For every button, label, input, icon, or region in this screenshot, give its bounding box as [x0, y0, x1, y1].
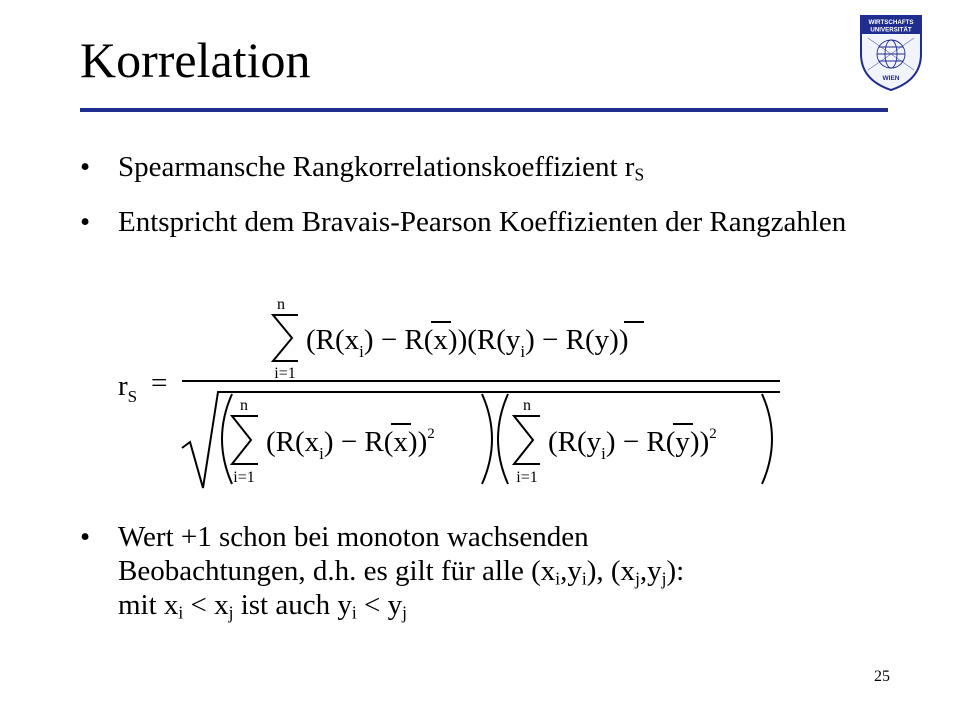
sum-lower-den-1: i=1: [233, 469, 255, 486]
bullet-text: Entspricht dem Bravais-Pearson Koeffizienten der Rangzahlen: [118, 206, 847, 238]
paren-left-1: [222, 394, 232, 484]
svg-text:rS: [118, 370, 137, 406]
sum-sign-den-1: [232, 416, 258, 464]
page-number: 25: [874, 668, 890, 685]
bullet-line-3: mit $x_i < x_j$ ist auch $y_i < y_j$: [118, 589, 407, 623]
paren-left-2: [498, 394, 508, 484]
bullet-dot: •: [80, 521, 91, 553]
bullet-subscript: S: [634, 164, 645, 185]
bullet-dot: •: [80, 206, 91, 238]
logo-line-1: WIRTSCHAFTS: [868, 19, 914, 26]
sum-lower-den-2: i=1: [516, 469, 538, 486]
sum-lower-numerator: i=1: [274, 365, 296, 382]
paren-right-2: [762, 394, 772, 484]
formula-lhs-sub: S: [127, 387, 138, 406]
sum-sign-den-2: [514, 416, 540, 464]
sum-sign-numerator: [273, 315, 298, 361]
sum-upper-den-2: n: [523, 397, 531, 414]
slide-title: Korrelation: [80, 32, 311, 88]
logo-line-2: UNIVERSITÄT: [870, 26, 912, 34]
denominator-left-expression: $(R(x_i) - R(x))^2$: [266, 426, 435, 463]
bullet-line-2: Beobachtungen, d.h. es gilt für alle $(x_i,y_i)$, $(x_j,y_j)$:: [118, 555, 685, 589]
sum-upper-den-1: n: [240, 397, 248, 414]
paren-right-1: [482, 394, 492, 484]
formula-equals: =: [151, 367, 168, 399]
bullet-dot: •: [80, 151, 91, 183]
sum-upper-numerator: n: [277, 296, 285, 313]
bullet-line-1: Wert +1 schon bei monoton wachsenden: [118, 521, 589, 553]
logo-line-3: WIEN: [882, 75, 900, 82]
bullet-text: Spearmansche Rangkorrelationskoeffizient r: [118, 151, 635, 183]
denominator-right-expression: $(R(y_i) - R(y))^2$: [548, 426, 717, 463]
numerator-expression: $(R(x_i) - R(x))(R(y_i) - R(y))$: [306, 324, 629, 361]
formula-lhs: r: [118, 370, 128, 402]
bullet-monotonic: [80, 520, 870, 622]
